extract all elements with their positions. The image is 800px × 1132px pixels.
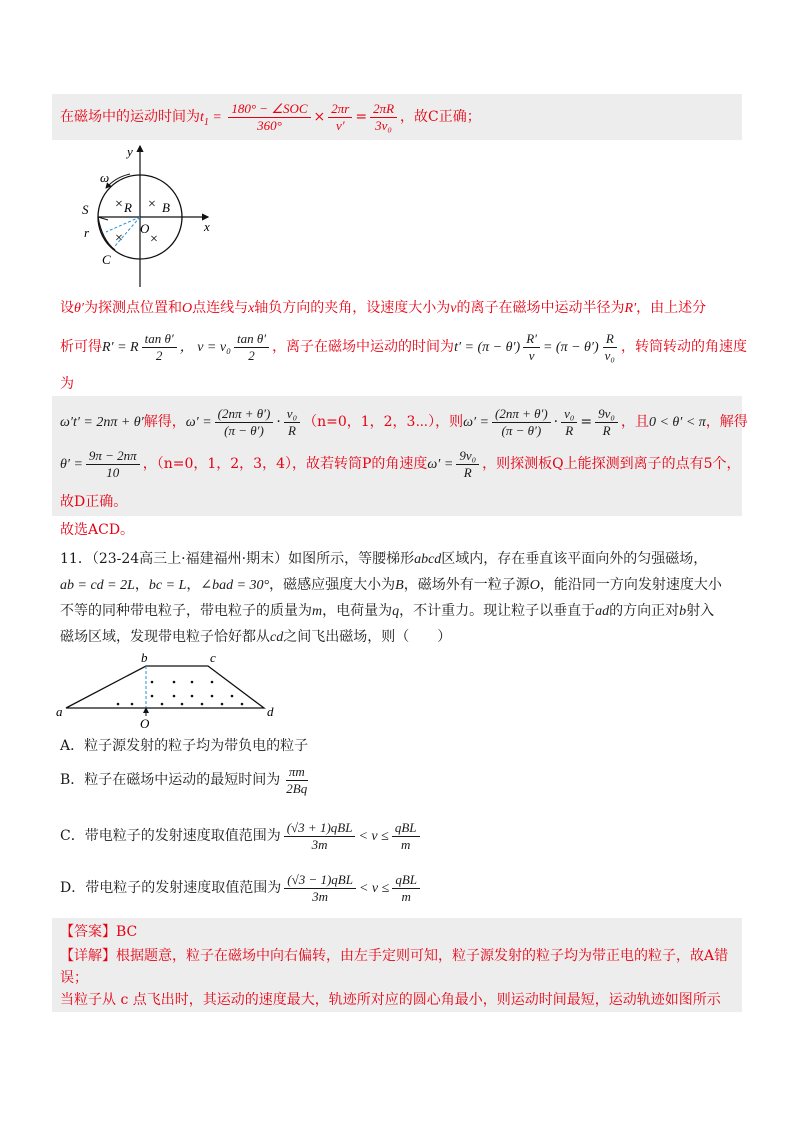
y-label: y — [127, 144, 133, 159]
option-b: B．粒子在磁场中运动的最短时间为 $\frac{\pi m}{2Bq}$ — [60, 763, 308, 796]
label-d: d — [267, 704, 274, 719]
theta-solution-line: θ′ = $\frac{9\pi - 2n\pi}{10}$ ，（n=0，1，2，3，4），故若转筒P的角速度ω′ = $\frac{\text{9v₀}}{R}$ ，则探测板Q上能探测到离子的点有5个， — [60, 447, 741, 480]
fraction-angle: $\frac{\text{180° − ∠SOC}}{360^\circ}$ — [228, 101, 310, 134]
answer-acd-line: 故选ACD。 — [60, 522, 135, 538]
for-line: 为 — [60, 376, 74, 392]
trapezoid-figure — [52, 650, 292, 730]
option-a: A．粒子源发射的粒子均为带负电的粒子 — [60, 738, 309, 754]
x-label: x — [204, 219, 210, 234]
b-label: B — [162, 200, 170, 215]
s-label: S — [82, 202, 89, 217]
field-dots — [117, 681, 244, 706]
label-o: O — [140, 716, 150, 730]
label-c: c — [210, 650, 216, 665]
cross-1: × — [115, 197, 123, 212]
fraction-period: $\frac{2\pi r}{v'}$ — [328, 101, 352, 134]
cross-2: × — [148, 197, 156, 212]
detail-line-2: 误； — [60, 970, 88, 986]
trajectory-arc — [98, 217, 115, 250]
omega-label: ω — [100, 170, 110, 185]
answer-line: 【答案】BC — [60, 924, 138, 940]
radius-formula-line: 析可得R′ = R $\frac{\text{tan θ′}}{2}$ ， v = v₀ $\frac{\text{tan θ′}}{2}$ ，离子在磁场中运动的时间为t′ = (π − θ′) $\frac{R'}{v}$ = (π − θ′) $\frac{R}{\text{v₀}}$ ，转筒转动的角速度 — [60, 330, 747, 363]
angular-velocity-line: ω′t′ = 2nπ + θ′解得，ω′ = $\frac{(2n\pi + \theta')}{(\pi - \theta')}$ · $\frac{\text{v₀}}{R}$ （n=0，1，2，3⋯），则ω′ = $\frac{(2n\pi + \theta')}{(\pi - \theta')}$ · $\frac{\text{v₀}}{R}$ = $\frac{\text{9v₀}}{R}$ ，且0 < θ′ < π，解得 — [60, 405, 748, 438]
cross-4: × — [115, 231, 123, 246]
label-b: b — [141, 650, 148, 665]
trapezoid-outline — [66, 666, 264, 708]
r-label: R — [124, 200, 132, 215]
detail-line-1: 【详解】根据题意，粒子在磁场中向右偏转，由左手定则可知，粒子源发射的粒子均为带正电的粒子，故A错 — [60, 948, 729, 964]
r-small-label: r — [84, 225, 90, 240]
question-11-line-4: 磁场区域，发现带电粒子恰好都从cd之间飞出磁场，则（ ） — [60, 629, 452, 645]
detail-line-3: 当粒子从 c 点飞出时，其运动的速度最大，轨迹所对应的圆心角最小，则运动时间最短，运动轨迹如图所示 — [60, 992, 721, 1008]
theta-definition-line: 设θ′为探测点位置和O点连线与x轴负方向的夹角，设速度大小为v的离子在磁场中运动半径为R′，由上述分 — [60, 300, 707, 316]
o-label: O — [140, 221, 150, 236]
option-d: D．带电粒子的发射速度取值范围为 $\frac{\text{(√3 − 1)qBL}}{3m}$ < v ≤ $\frac{\text{qBL}}{m}$ — [60, 870, 423, 907]
conclusion-d-line: 故D正确。 — [60, 494, 128, 510]
fraction-result: $\frac{2\pi R}{\text{3v₀}}$ — [370, 101, 397, 134]
question-11-line-1: 11．（23-24高三上·福建福州·期末）如图所示，等腰梯形abcd区域内，存在垂直该平面向外的匀强磁场， — [60, 551, 708, 567]
label-a: a — [56, 704, 63, 719]
question-11-line-3: 不等的同种带电粒子，带电粒子的质量为m，电荷量为q，不计重力。现让粒子以垂直于ad的方向正对b射入 — [60, 603, 715, 619]
magnetic-field-circle-figure — [78, 142, 228, 292]
question-11-line-2: ab = cd = 2L，bc = L，∠bad = 30°，磁感应强度大小为B，磁场外有一粒子源O，能沿同一方向发射速度大小 — [60, 577, 722, 593]
option-c: C．带电粒子的发射速度取值范围为 $\frac{\text{(√3 + 1)qBL}}{3m}$ < v ≤ $\frac{\text{qBL}}{m}$ — [60, 818, 423, 855]
time-formula-line: 在磁场中的运动时间为$t_1$ = $\frac{\text{180° − ∠SOC}}{360^\circ}$ × $\frac{2\pi r}{v'}$ = $\frac{2\pi R}{\text{3v₀}}$ ，故C正确； — [60, 100, 481, 133]
c-label: C — [102, 252, 111, 267]
cross-3: × — [150, 232, 158, 247]
dashed-os-line — [106, 217, 140, 232]
